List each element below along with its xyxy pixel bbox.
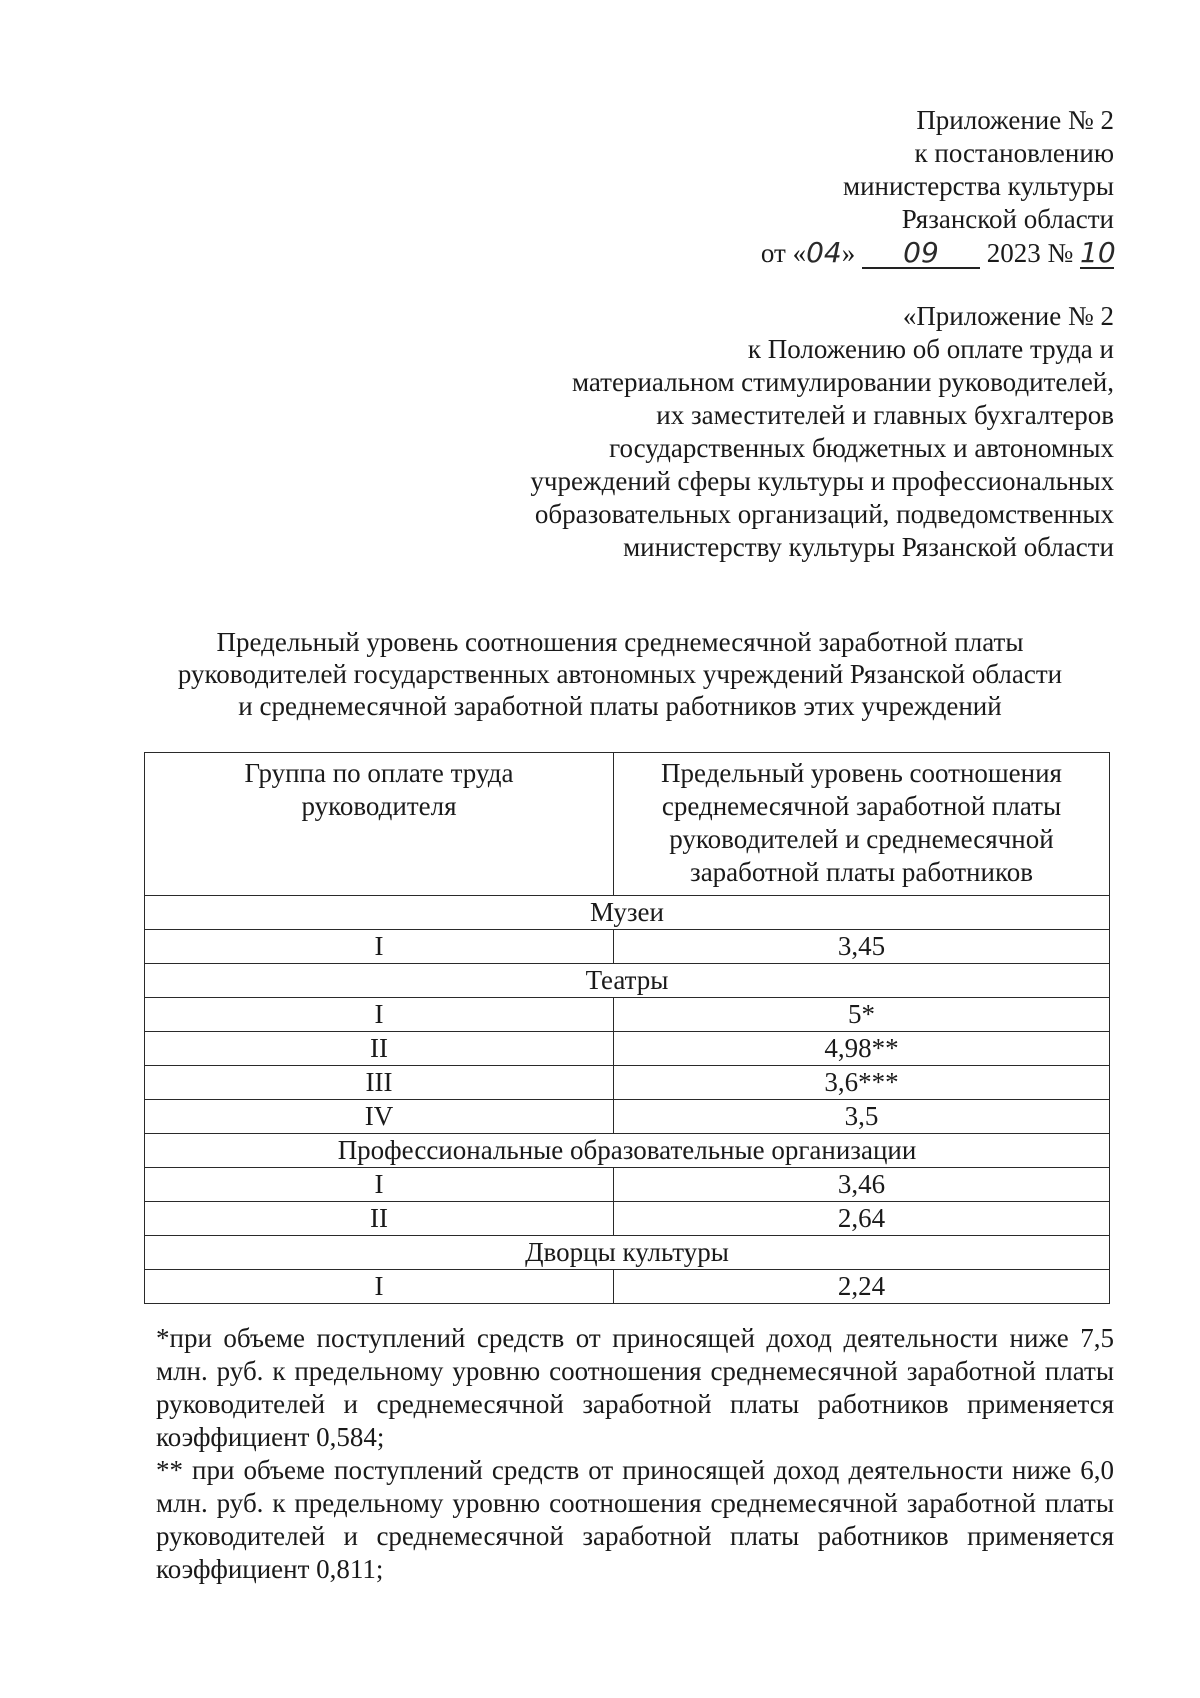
group-cell: I — [145, 998, 614, 1032]
section-title: Театры — [145, 964, 1110, 998]
value-cell: 2,24 — [614, 1270, 1110, 1304]
header-group-cell — [145, 753, 614, 896]
section-row — [145, 964, 1110, 998]
table-title-line: Предельный уровень соотношения среднемесячной заработной платы — [216, 627, 1024, 657]
section-row — [145, 1134, 1110, 1168]
table-row — [145, 1032, 1110, 1066]
value-cell: 2,64 — [614, 1202, 1110, 1236]
group-cell: I — [145, 1168, 614, 1202]
sub-annex-line: образовательных организаций, подведомственных — [534, 499, 1114, 529]
table-row — [145, 1066, 1110, 1100]
sub-annex-line: к Положению об оплате труда и — [747, 334, 1114, 364]
value-cell: 5* — [614, 998, 1110, 1032]
table-row — [145, 1100, 1110, 1134]
group-cell: I — [145, 1270, 614, 1304]
sub-annex-line: материальном стимулировании руководителей, — [571, 367, 1114, 397]
header-line: руководителей и среднемесячной — [669, 824, 1054, 854]
number-label: № — [1047, 238, 1074, 268]
annex-header — [761, 104, 1114, 272]
annex-line: министерства культуры — [842, 171, 1114, 201]
section-row — [145, 896, 1110, 930]
table-row — [145, 930, 1110, 964]
header-line: Предельный уровень соотношения — [661, 758, 1062, 788]
sub-annex-header — [530, 300, 1114, 564]
value-cell: 3,46 — [614, 1168, 1110, 1202]
header-line: руководителя — [301, 791, 457, 821]
date-month-field — [862, 236, 980, 269]
section-title: Дворцы культуры — [145, 1236, 1110, 1270]
table-row — [145, 1270, 1110, 1304]
value-cell: 3,45 — [614, 930, 1110, 964]
document-number-field — [1080, 236, 1116, 269]
header-line: заработной платы работников — [690, 857, 1033, 887]
value-cell: 3,5 — [614, 1100, 1110, 1134]
section-title: Музеи — [145, 896, 1110, 930]
date-month: 09 — [903, 236, 939, 269]
section-row — [145, 1236, 1110, 1270]
header-ratio-cell — [614, 753, 1110, 896]
table-header-row — [145, 753, 1110, 896]
group-cell: IV — [145, 1100, 614, 1134]
annex-line: к постановлению — [914, 138, 1114, 168]
table-row — [145, 998, 1110, 1032]
sub-annex-line: их заместителей и главных бухгалтеров — [656, 400, 1114, 430]
salary-ratio-table — [144, 752, 1110, 1304]
value-cell: 4,98** — [614, 1032, 1110, 1066]
annex-line: Рязанской области — [901, 204, 1114, 234]
table-title — [140, 626, 1100, 722]
value-cell: 3,6*** — [614, 1066, 1110, 1100]
document-number: 10 — [1080, 236, 1116, 269]
date-year: 2023 — [986, 238, 1041, 268]
footnote: *при объеме поступлений средств от приносящей доход деятельности ниже 7,5 млн. руб. к предельному уровню соотношения среднемесячной заработной платы руководителей и среднемесячной заработной платы работников применяется коэффициент 0,584; — [156, 1323, 1114, 1452]
table-row — [145, 1202, 1110, 1236]
date-day-suffix: » — [841, 238, 856, 268]
group-cell: III — [145, 1066, 614, 1100]
header-line: Группа по оплате труда — [244, 758, 514, 788]
table-title-line: руководителей государственных автономных учреждений Рязанской области — [177, 659, 1063, 689]
group-cell: II — [145, 1202, 614, 1236]
sub-annex-line: министерству культуры Рязанской области — [623, 532, 1114, 562]
sub-annex-line: учреждений сферы культуры и профессиональных — [530, 466, 1114, 496]
group-cell: II — [145, 1032, 614, 1066]
section-title: Профессиональные образовательные организации — [145, 1134, 1110, 1168]
sub-annex-line: государственных бюджетных и автономных — [609, 433, 1114, 463]
table-row — [145, 1168, 1110, 1202]
header-line: среднемесячной заработной платы — [661, 791, 1062, 821]
footnotes — [156, 1322, 1114, 1586]
footnote: ** при объеме поступлений средств от приносящей доход деятельности ниже 6,0 млн. руб. к предельному уровню соотношения среднемесячной заработной платы руководителей и среднемесячной заработной платы работников применяется коэффициент 0,811; — [156, 1455, 1114, 1584]
date-day: 04 — [806, 236, 842, 269]
annex-line: Приложение № 2 — [916, 105, 1114, 135]
annex-date-line — [761, 236, 1114, 272]
sub-annex-line: «Приложение № 2 — [902, 301, 1114, 331]
date-prefix: от « — [760, 238, 807, 268]
group-cell: I — [145, 930, 614, 964]
table-title-line: и среднемесячной заработной платы работников этих учреждений — [238, 691, 1002, 721]
